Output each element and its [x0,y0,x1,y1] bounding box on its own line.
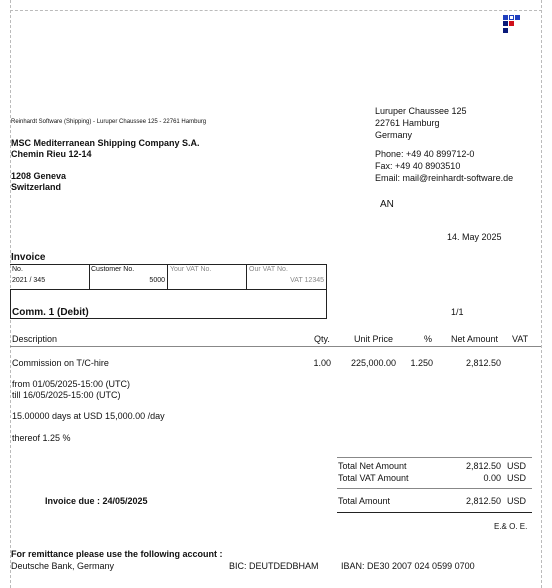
totals-middle-line [337,488,532,489]
invoice-title: Invoice [11,252,46,263]
column-header-net-amount: Net Amount [451,334,499,344]
thereof-percent: thereof 1.25 % [12,433,71,443]
company-logo-icon [503,15,527,37]
our-vat-value: VAT 12345 [290,277,324,284]
sender-city: 22761 Hamburg [375,118,440,128]
row-description: Commission on T/C-hire [12,358,109,368]
logo-square [509,21,514,26]
total-amount-value: 2,812.50 [465,496,501,506]
invoice-box-top-line [10,264,327,265]
errors-omissions-excepted: E.& O. E. [494,522,528,531]
period-till: till 16/05/2025-15:00 (UTC) [12,390,121,400]
invoice-box-divider [326,264,327,289]
totals-top-line [337,457,532,458]
page-number: 1/1 [451,307,464,317]
column-header-vat: VAT [512,334,529,344]
total-amount-label: Total Amount [338,496,391,506]
logo-square [503,28,508,33]
column-header-qty: Qty. [314,334,330,344]
our-vat-label: Our VAT No. [249,266,288,273]
days-rate: 15.00000 days at USD 15,000.00 /day [12,411,165,421]
bank-iban: IBAN: DE30 2007 024 0599 0700 [341,561,475,571]
total-vat-value: 0.00 [483,473,501,483]
recipient-city: 1208 Geneva [11,171,67,181]
total-vat-label: Total VAT Amount [338,473,409,483]
invoice-number-label: No. [12,266,23,273]
customer-number-value: 5000 [149,277,165,284]
invoice-due: Invoice due : 24/05/2025 [45,496,148,506]
sender-return-line: Reinhardt Software (Shipping) - Luruper Chaussee 125 - 22761 Hamburg [11,119,207,125]
invoice-number-value: 2021 / 345 [12,277,46,284]
total-vat-currency: USD [507,473,527,483]
logo-square [503,21,508,26]
column-header-unit-price: Unit Price [354,334,394,344]
invoice-box-divider [167,264,168,289]
total-net-label: Total Net Amount [338,461,407,471]
top-margin-guide [10,10,542,11]
logo-square [509,15,514,20]
recipient-country: Switzerland [11,182,62,192]
your-vat-label: Your VAT No. [170,266,212,273]
invoice-box-divider [89,264,90,289]
total-net-currency: USD [507,461,527,471]
column-header-description: Description [12,334,58,344]
table-header-line [10,346,541,347]
row-net-amount: 2,812.50 [465,358,501,368]
sender-country: Germany [375,130,413,140]
sender-initials: AN [380,199,394,210]
total-amount-currency: USD [507,496,527,506]
row-percent: 1.250 [410,358,433,368]
sender-street: Luruper Chaussee 125 [375,106,467,116]
total-net-value: 2,812.50 [465,461,501,471]
right-margin-guide [541,0,542,588]
invoice-date: 14. May 2025 [447,232,502,242]
bank-name: Deutsche Bank, Germany [11,561,115,571]
sender-phone: Phone: +49 40 899712-0 [375,149,475,159]
recipient-name: MSC Mediterranean Shipping Company S.A. [11,138,200,148]
logo-square [515,15,520,20]
bank-bic: BIC: DEUTDEDBHAM [229,561,319,571]
period-from: from 01/05/2025-15:00 (UTC) [12,379,131,389]
row-qty: 1.00 [313,358,331,368]
logo-square [503,15,508,20]
customer-number-label: Customer No. [91,266,135,273]
column-header-percent: % [424,334,433,344]
recipient-street: Chemin Rieu 12-14 [11,149,92,159]
totals-bottom-line [337,512,532,513]
sender-email: Email: mail@reinhardt-software.de [375,173,514,183]
remittance-note: For remittance please use the following account : [11,549,223,559]
invoice-box-divider [246,264,247,289]
commission-title: Comm. 1 (Debit) [12,307,89,318]
sender-fax: Fax: +49 40 8903510 [375,161,461,171]
row-unit-price: 225,000.00 [350,358,396,368]
